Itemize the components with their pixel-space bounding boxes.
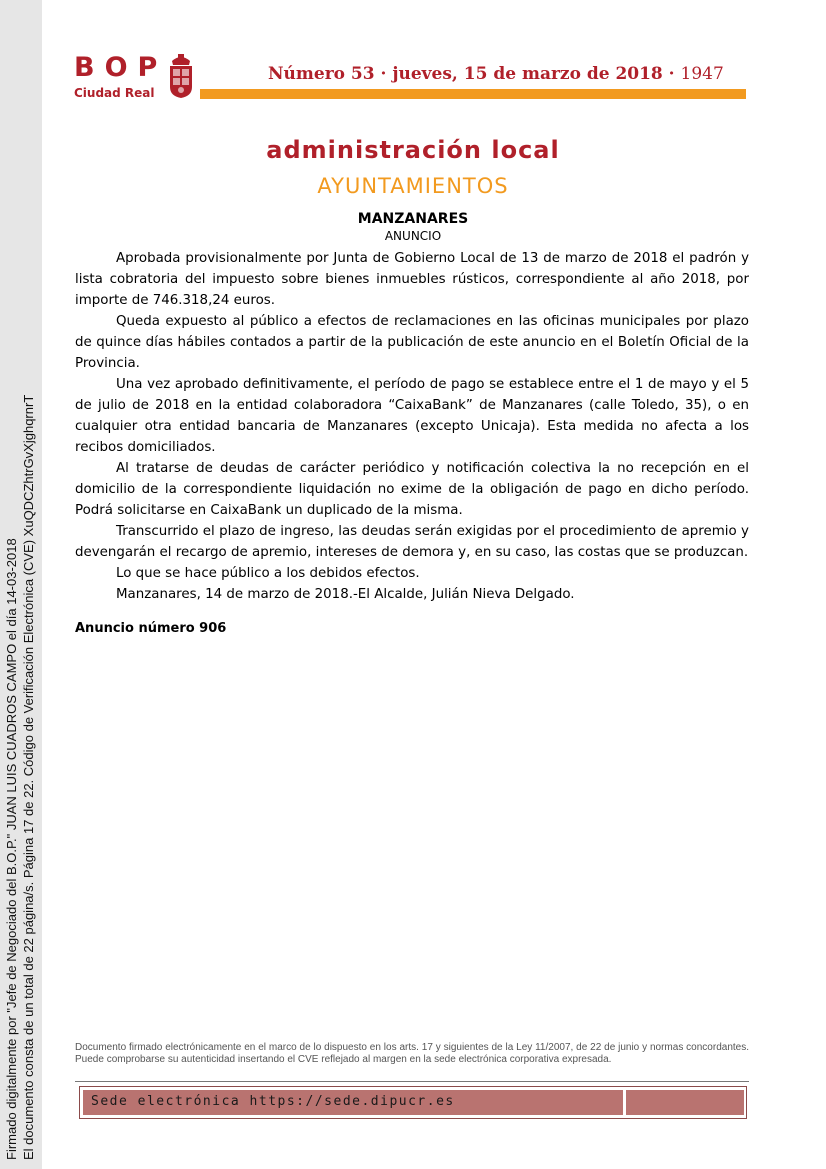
document-type: ANUNCIO bbox=[384, 229, 442, 243]
section-title: administración local bbox=[266, 136, 560, 164]
body-paragraph: Manzanares, 14 de marzo de 2018.-El Alcalde, Julián Nieva Delgado. bbox=[116, 587, 575, 602]
entity-name: MANZANARES bbox=[357, 211, 469, 227]
announcement-number: Anuncio número 906 bbox=[75, 621, 227, 636]
bop-logo-city: Ciudad Real bbox=[74, 86, 155, 100]
bop-logo bbox=[74, 52, 168, 100]
bop-logo-letters: BOP bbox=[74, 52, 168, 83]
subsection-title: AYUNTAMIENTOS bbox=[317, 174, 509, 198]
footer-bar bbox=[79, 1086, 747, 1119]
footer-legal-note: Documento firmado electrónicamente en el marco de lo dispuesto en los arts. 17 y siguientes de la Ley 11/2007, de 22 de junio y normas concordantes. Puede comprobarse su autenticidad insertando el CVE reflejado al margen en la sede electrónica corporativa expresada. bbox=[75, 1042, 749, 1065]
verification-line: El documento consta de un total de 22 página/s. Página 17 de 22. Código de Verificación Electrónica (CVE) XuQDCZhtrGvXjghqrnrT bbox=[21, 394, 36, 1160]
body-paragraph: Una vez aprobado definitivamente, el período de pago se establece entre el 1 de mayo y el 5 de julio de 2018 en la entidad colaboradora “CaixaBank” de Manzanares (calle Toledo, 35), o en cualquier otra entidad bancaria de Manzanares (excepto Unicaja). Esta medida no afecta a los recibos domiciliados. bbox=[75, 377, 749, 455]
section-title-wrap bbox=[0, 136, 826, 164]
announcement-body bbox=[75, 248, 749, 605]
issue-line bbox=[268, 64, 724, 84]
body-paragraph: Aprobada provisionalmente por Junta de Gobierno Local de 13 de marzo de 2018 el padrón y lista cobratoria del impuesto sobre bienes inmuebles rústicos, correspondiente al año 2018, por importe de 746.318,24 euros. bbox=[75, 251, 749, 308]
footer-sede-box bbox=[83, 1090, 623, 1115]
signature-line: Firmado digitalmente por "Jefe de Negociado del B.O.P." JUAN LUIS CUADROS CAMPO el día 14-03-2018 bbox=[4, 538, 19, 1160]
page-number: 1947 bbox=[680, 64, 724, 84]
issue-info: Número 53 · jueves, 15 de marzo de 2018 · bbox=[268, 64, 675, 84]
body-paragraph: Al tratarse de deudas de carácter periódico y notificación colectiva la no recepción en el domicilio de la correspondiente liquidación no exime de la obligación de pago en dicho período. Podrá solicitarse en CaixaBank un duplicado de la misma. bbox=[75, 461, 749, 518]
body-paragraph: Transcurrido el plazo de ingreso, las deudas serán exigidas por el procedimiento de apremio y devengarán el recargo de apremio, intereses de demora y, en su caso, las costas que se produzcan. bbox=[75, 524, 749, 560]
body-paragraph: Lo que se hace público a los debidos efectos. bbox=[116, 566, 420, 581]
header-accent-bar bbox=[200, 89, 746, 99]
body-paragraph: Queda expuesto al público a efectos de reclamaciones en las oficinas municipales por plazo de quince días hábiles contados a partir de la publicación de este anuncio en el Boletín Oficial de la Provincia. bbox=[75, 314, 749, 371]
footer-side-box bbox=[626, 1090, 744, 1115]
coat-of-arms-icon bbox=[166, 53, 196, 99]
sede-link[interactable]: Sede electrónica https://sede.dipucr.es bbox=[91, 1094, 455, 1109]
footer-divider bbox=[75, 1081, 749, 1082]
